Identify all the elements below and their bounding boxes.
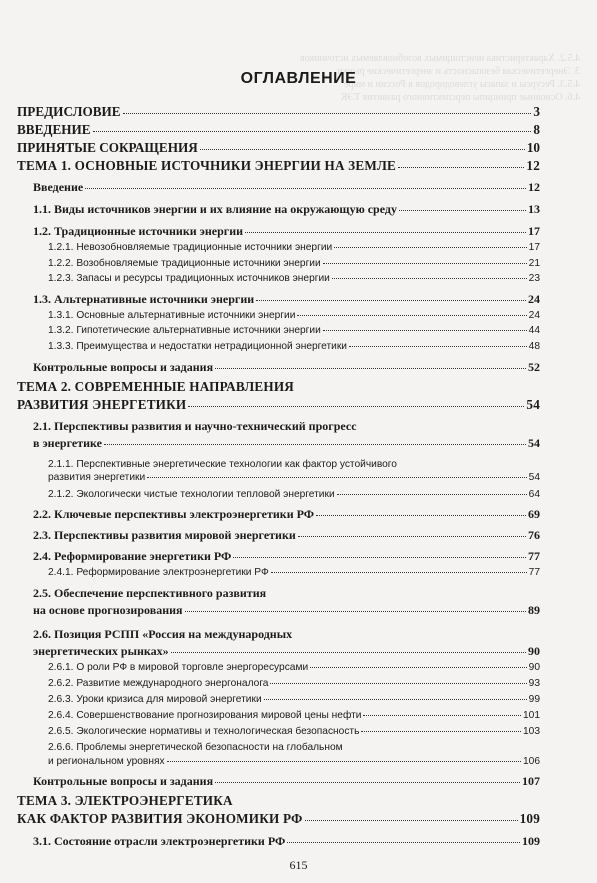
toc-entry-title-line-2: РАЗВИТИЯ ЭНЕРГЕТИКИ [17,397,187,412]
toc-entry-page: 107 [522,774,540,788]
toc-entry-page: 109 [519,811,540,826]
dot-leader [264,698,527,700]
toc-entry-page: 64 [528,489,540,500]
dot-leader [123,112,532,114]
dot-leader [399,209,526,211]
toc-entry-page: 54 [526,397,540,412]
toc-entry-2-6-6[interactable] [48,742,540,767]
toc-entry-page: 93 [528,678,540,689]
toc-entry-page: 54 [528,472,540,483]
page-number: 615 [289,858,308,872]
dot-leader [363,714,521,716]
toc-entry-title-line-1: 2.1.1. Перспективные энергетические технологии как фактор устойчивого [48,459,397,470]
toc-entry-1-2-1[interactable] [48,242,540,253]
toc-entry-page: 8 [533,122,540,137]
toc-entry-page: 52 [528,360,540,374]
toc-entry-page: 76 [528,528,540,542]
toc-entry-title: ПРЕДИСЛОВИЕ [17,104,121,119]
dot-leader [215,367,526,369]
toc-entry-title-line-2: и региональном уровнях [48,756,165,767]
dot-leader [85,187,526,189]
dot-leader [93,130,532,132]
toc-entry-title-line-1: 2.5. Обеспечение перспективного развития [33,586,267,600]
toc-entry-title-line-2: в энергетике [33,436,102,450]
toc-entry-2-2[interactable] [33,507,540,522]
ghost-line: 3. Энергетическая безопасность и энергетические рынки [337,66,580,77]
dot-leader [297,314,526,316]
dot-leader [323,262,527,264]
toc-entry-title: 3.1. Состояние отрасли электроэнергетики РФ [33,834,286,848]
toc-entry-title: 2.3. Перспективы развития мировой энергетики [33,528,296,542]
toc-entry-page: 106 [523,756,540,767]
toc-entry-title-line-1: 2.6. Позиция РСПП «Россия на международных [33,627,293,641]
toc-entry-title-line-1: 2.6.6. Проблемы энергетической безопасности на глобальном [48,742,343,753]
toc-entry-2-1-2[interactable] [48,489,540,500]
toc-entry-title: 1.3.3. Преимущества и недостатки нетрадиционной энергетики [48,341,347,352]
toc-entry-page: 13 [528,202,540,216]
dot-leader [188,405,524,407]
toc-entry-topic-2[interactable] [17,379,540,413]
toc-entry-title-line-2: на основе прогнозирования [33,603,183,617]
toc-entry-title-line-1: 2.1. Перспективы развития и научно-технический прогресс [33,419,357,433]
toc-entry-title: 2.6.3. Уроки кризиса для мировой энергетики [48,694,262,705]
toc-entry-abbreviations[interactable] [17,140,540,156]
dot-leader [271,571,527,573]
toc-entry-1-3-2[interactable] [48,325,540,336]
ghost-line: 4.5.3. Ресурсы и запасы углеводородов в России и мире [344,79,580,90]
dot-leader [245,231,526,233]
toc-entry-page: 12 [526,158,540,173]
toc-entry-page: 17 [528,242,540,253]
toc-entry-title-line-1: ТЕМА 2. СОВРЕМЕННЫЕ НАПРАВЛЕНИЯ [17,379,295,394]
dot-leader [185,610,526,612]
toc-entry-title: 2.4. Реформирование энергетики РФ [33,549,232,563]
dot-leader [104,443,526,445]
toc-entry-page: 23 [528,273,540,284]
dot-leader [334,246,526,248]
toc-entry-page: 90 [528,644,540,658]
toc-entry-3-1[interactable] [33,834,540,849]
toc-entry-title: ВВЕДЕНИЕ [17,122,91,137]
toc-entry-page: 54 [528,436,540,450]
toc-entry-title: 1.2.3. Запасы и ресурсы традиционных источников энергии [48,273,330,284]
toc-entry-page: 103 [523,726,540,737]
toc-entry-title: Введение [33,180,84,194]
toc-entry-title: 2.6.2. Развитие международного энергоналога [48,678,269,689]
toc-entry-page: 69 [528,507,540,521]
dot-leader [398,166,524,168]
toc-entry-1-1[interactable] [33,202,540,217]
toc-entry-title: 2.2. Ключевые перспективы электроэнергетики РФ [33,507,315,521]
toc-entry-title: 2.1.2. Экологически чистые технологии тепловой энергетики [48,489,335,500]
ghost-line: 4.6. Основные принципы перспективного развития ТЭК [340,92,580,103]
toc-entry-page: 17 [528,224,540,238]
toc-entry-2-4-1[interactable] [48,567,540,578]
dot-leader [200,148,525,150]
toc-entry-2-5[interactable] [33,586,540,618]
dot-leader [310,666,527,668]
toc-entry-2-4[interactable] [33,549,540,564]
dot-leader [337,493,527,495]
toc-entry-title: 2.4.1. Реформирование электроэнергетики РФ [48,567,269,578]
toc-entry-title: ПРИНЯТЫЕ СОКРАЩЕНИЯ [17,140,198,155]
toc-entry-title: 1.2.2. Возобновляемые традиционные источники энергии [48,258,321,269]
dot-leader [233,556,526,558]
toc-entry-title: ТЕМА 1. ОСНОВНЫЕ ИСТОЧНИКИ ЭНЕРГИИ НА ЗЕМЛЕ [17,158,397,173]
toc-entry-title: 1.3.2. Гипотетические альтернативные источники энергии [48,325,321,336]
toc-entry-title: 1.3.1. Основные альтернативные источники энергии [48,310,296,321]
dot-leader [167,760,521,762]
toc-entry-2-6-4[interactable] [48,710,540,721]
dot-leader [287,841,520,843]
toc-entry-2-1[interactable] [33,419,540,451]
dot-leader [270,682,526,684]
dot-leader [349,345,527,347]
toc-entry-1-3[interactable] [33,292,540,307]
toc-entry-page: 99 [528,694,540,705]
toc-entry-title: 2.6.5. Экологические нормативы и технологическая безопасность [48,726,360,737]
dot-leader [256,299,526,301]
toc-entry-page: 48 [528,341,540,352]
toc-entry-title: Контрольные вопросы и задания [33,360,214,374]
toc-entry-page: 24 [528,292,540,306]
toc-entry-topic-1-intro[interactable] [33,180,540,195]
toc-entry-2-6-5[interactable] [48,726,540,737]
toc-entry-2-6[interactable] [33,627,540,659]
toc-entry-page: 24 [528,310,540,321]
toc-entry-1-3-1[interactable] [48,310,540,321]
page-title: ОГЛАВЛЕНИЕ [240,70,357,87]
dot-leader [323,329,527,331]
toc-entry-2-3[interactable] [33,528,540,543]
toc-entry-page: 109 [522,834,540,848]
toc-entry-page: 12 [528,180,540,194]
toc-entry-topic-1[interactable] [17,158,540,174]
toc-entry-introduction[interactable] [17,122,540,138]
toc-entry-title-line-2: КАК ФАКТОР РАЗВИТИЯ ЭКОНОМИКИ РФ [17,811,303,826]
toc-entry-2-6-1[interactable] [48,662,540,673]
toc-entry-page: 10 [526,140,540,155]
dot-leader [147,476,526,478]
toc-entry-title-line-2: энергетических рынках» [33,644,169,658]
toc-entry-title: 2.6.4. Совершенствование прогнозирования мировой цены нефти [48,710,362,721]
toc-entry-topic-2-questions[interactable] [33,774,540,789]
toc-entry-page: 101 [523,710,540,721]
toc-entry-topic-1-questions[interactable] [33,360,540,375]
toc-entry-title-line-2: развития энергетики [48,472,146,483]
dot-leader [171,651,526,653]
toc-entry-title-line-1: ТЕМА 3. ЭЛЕКТРОЭНЕРГЕТИКА [17,793,233,808]
toc-entry-title: 1.2.1. Невозобновляемые традиционные источники энергии [48,242,333,253]
toc-entry-page: 89 [528,603,540,617]
toc-entry-2-6-2[interactable] [48,678,540,689]
toc-entry-2-1-1[interactable] [48,459,540,483]
dot-leader [316,514,526,516]
toc-entry-topic-3[interactable] [17,793,540,827]
dot-leader [305,819,518,821]
toc-entry-title: Контрольные вопросы и задания [33,774,214,788]
toc-entry-title: 1.2. Традиционные источники энергии [33,224,244,238]
dot-leader [215,781,520,783]
dot-leader [332,277,527,279]
toc-entry-page: 77 [528,549,540,563]
toc-entry-page: 90 [528,662,540,673]
toc-entry-1-3-3[interactable] [48,341,540,352]
toc-entry-preface[interactable] [17,104,540,120]
toc-entry-page: 77 [528,567,540,578]
toc-entry-1-2[interactable] [33,224,540,239]
toc-entry-1-2-2[interactable] [48,258,540,269]
dot-leader [298,535,526,537]
toc-entry-title: 1.3. Альтернативные источники энергии [33,292,255,306]
toc-entry-title: 2.6.1. О роли РФ в мировой торговле энергоресурсами [48,662,309,673]
toc-entry-2-6-3[interactable] [48,694,540,705]
toc-entry-title: 1.1. Виды источников энергии и их влияние на окружающую среду [33,202,397,216]
toc-entry-page: 44 [528,325,540,336]
toc-entry-page: 3 [533,104,540,119]
toc-entry-1-2-3[interactable] [48,273,540,284]
toc-entry-page: 21 [528,258,540,269]
dot-leader [361,730,521,732]
ghost-line: 4.5.2. Характеристика неистощимых возобновляемых источников [300,53,580,64]
